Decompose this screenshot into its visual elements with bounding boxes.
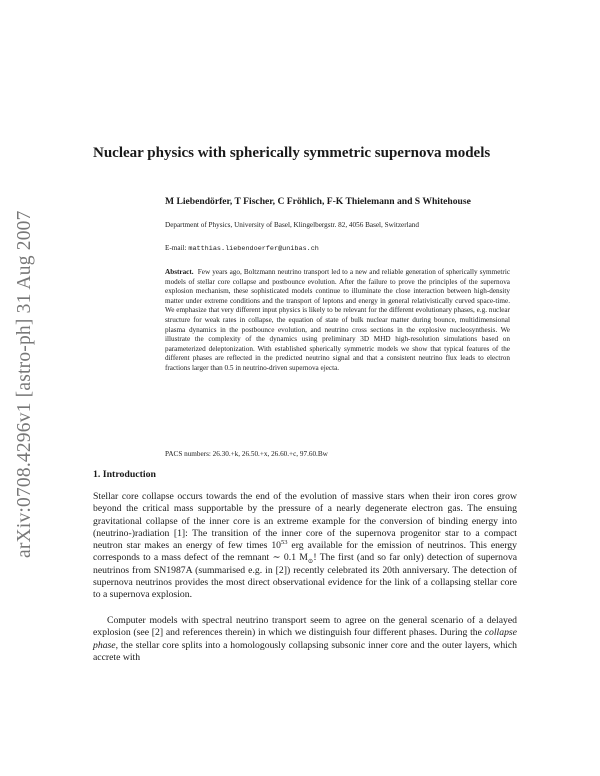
email-label: E-mail: xyxy=(165,244,187,252)
paper-title: Nuclear physics with spherically symmetric supernova models xyxy=(93,145,491,161)
abstract-label: Abstract. xyxy=(165,268,194,276)
para2-text-a: Computer models with spectral neutrino transport seem to agree on the general scenario of a delayed explosion (see [2] and references therein) in which we distinguish four different phases. During the xyxy=(93,615,517,639)
para2-text-b: , the stellar core splits into a homologously collapsing subsonic inner core and the outer layers, which accrete with xyxy=(93,639,517,663)
affiliation: Department of Physics, University of Basel, Klingelbergstr. 82, 4056 Basel, Switzerland xyxy=(165,221,419,229)
para2-emphasis: collapse phase xyxy=(93,627,517,651)
abstract-text: Few years ago, Boltzmann neutrino transport led to a new and reliable generation of spherically symmetric models of stellar core collapse and postbounce evolution. After the failure to prove the principles of the supernova explosion mechanism, these sophisticated models continue to illuminate the close interaction between high-density matter under extreme conditions and the transport of leptons and energy in general relativistically curved space-time. We emphasize that very different input physics is likely to be relevant for the different evolutionary phases, e.g. nuclear structure for weak rates in collapse, the equation of state of bulk nuclear matter during bounce, multidimensional plasma dynamics in the postbounce evolution, and neutrino cross sections in the explosive nucleosynthesis. We illustrate the complexity of the dynamics using preliminary 3D MHD high-resolution simulations based on parameterized deleptonization. With established spherically symmetric models we show that typical features of the different phases are reflected in the predicted neutrino signal and that a consistent neutrino flux leads to electron fractions larger than 0.5 in neutrino-driven supernova ejecta. xyxy=(165,268,511,372)
email-address: matthias.liebendoerfer@unibas.ch xyxy=(188,245,319,253)
arxiv-identifier: arXiv:0708.4296v1 [astro-ph] 31 Aug 2007 xyxy=(14,210,35,558)
intro-paragraph-1 xyxy=(93,491,517,602)
para1-solar-symbol: ⊙ xyxy=(307,558,314,566)
pacs-numbers: PACS numbers: 26.30.+k, 26.50.+x, 26.60.+c, 97.60.Bw xyxy=(165,450,328,458)
section-heading-introduction: 1. Introduction xyxy=(93,469,156,480)
para1-text-b: erg available for the emission of neutrinos. This energy corresponds to a mass defect of the remnant ∼ 0.1 M xyxy=(93,540,517,564)
para1-exponent: 53 xyxy=(281,538,288,546)
abstract xyxy=(165,268,510,374)
author-list: M Liebendörfer, T Fischer, C Fröhlich, F-K Thielemann and S Whitehouse xyxy=(165,196,471,207)
para1-text-c: ! The first (and so far only) detection of supernova neutrinos from SN1987A (summarised e.g. in [2]) recently celebrated its 20th anniversary. The detection of supernova neutrinos provides the most direct observational evidence for the link of a collapsing stellar core to a supernova explosion. xyxy=(93,552,517,601)
intro-paragraph-2 xyxy=(93,615,517,664)
email-line xyxy=(165,244,510,255)
para1-text-a: Stellar core collapse occurs towards the end of the evolution of massive stars when their iron cores grow beyond the critical mass supportable by the pressure of a nearly degenerate electron gas. The ensuing gravitational collapse of the inner core is an extreme example for the conversion of binding energy into (neutrino-)radiation [1]: The transition of the inner core of the supernova progenitor star to a compact neutron star makes an energy of few times 10 xyxy=(93,491,517,552)
